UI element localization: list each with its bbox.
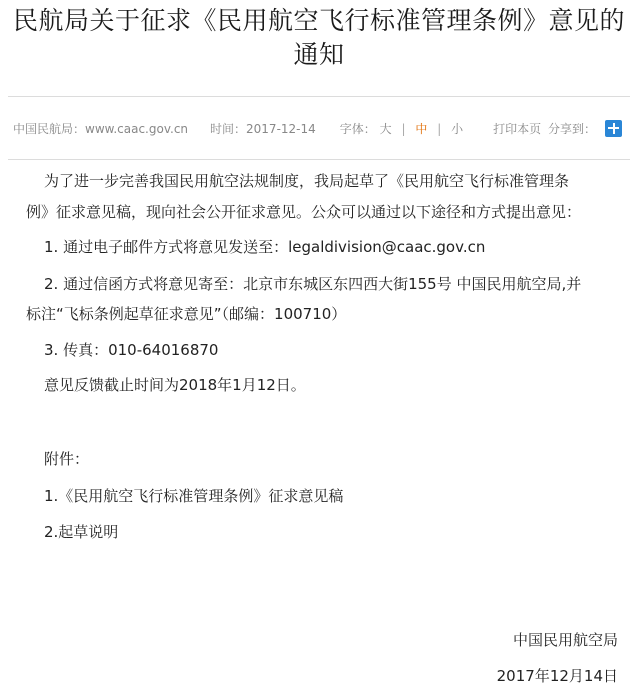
attachment-item[interactable]: 2.起草说明	[44, 523, 119, 541]
page-title: 民航局关于征求《民用航空飞行标准管理条例》意见的通知	[12, 6, 625, 69]
attachment-item[interactable]: 1.《民用航空飞行标准管理条例》征求意见稿	[44, 487, 344, 505]
font-medium-button[interactable]: 中	[415, 121, 428, 136]
font-small-button[interactable]: 小	[451, 121, 464, 136]
article-meta-bar	[8, 96, 630, 160]
item-email: 1. 通过电子邮件方式将意见发送至：legaldivision@caac.gov.cn	[44, 238, 486, 256]
separator: |	[437, 121, 442, 136]
print-page-button[interactable]: 打印本页	[493, 121, 542, 136]
intro-paragraph-line2: 例》征求意见稿，现向社会公开征求意见。公众可以通过以下途径和方式提出意见：	[26, 203, 582, 221]
font-large-button[interactable]: 大	[379, 121, 392, 136]
share-section	[548, 120, 622, 137]
font-size-label: 字体：	[339, 121, 376, 136]
item-letter-line2: 标注“飞标条例起草征求意见”（邮编：100710）	[26, 305, 347, 323]
attachments-label: 附件：	[44, 450, 90, 468]
publish-time: 时间：2017-12-14	[210, 121, 316, 136]
item-letter-line1: 2. 通过信函方式将意见寄至：北京市东城区东四西大街155号 中国民用航空局,并	[44, 275, 582, 293]
font-size-control	[340, 120, 463, 137]
intro-paragraph-line1: 为了进一步完善我国民用航空法规制度，我局起草了《民用航空飞行标准管理条	[44, 172, 570, 190]
source-text: 中国民航局：www.caac.gov.cn	[13, 121, 189, 136]
item-fax: 3. 传真：010-64016870	[44, 341, 219, 359]
share-plus-icon[interactable]	[605, 120, 622, 137]
separator: |	[401, 121, 406, 136]
signature-date: 2017年12月14日	[496, 667, 618, 685]
share-label: 分享到：	[547, 121, 596, 136]
deadline-text: 意见反馈截止时间为2018年1月12日。	[44, 376, 306, 394]
signature-org: 中国民用航空局	[512, 631, 618, 649]
